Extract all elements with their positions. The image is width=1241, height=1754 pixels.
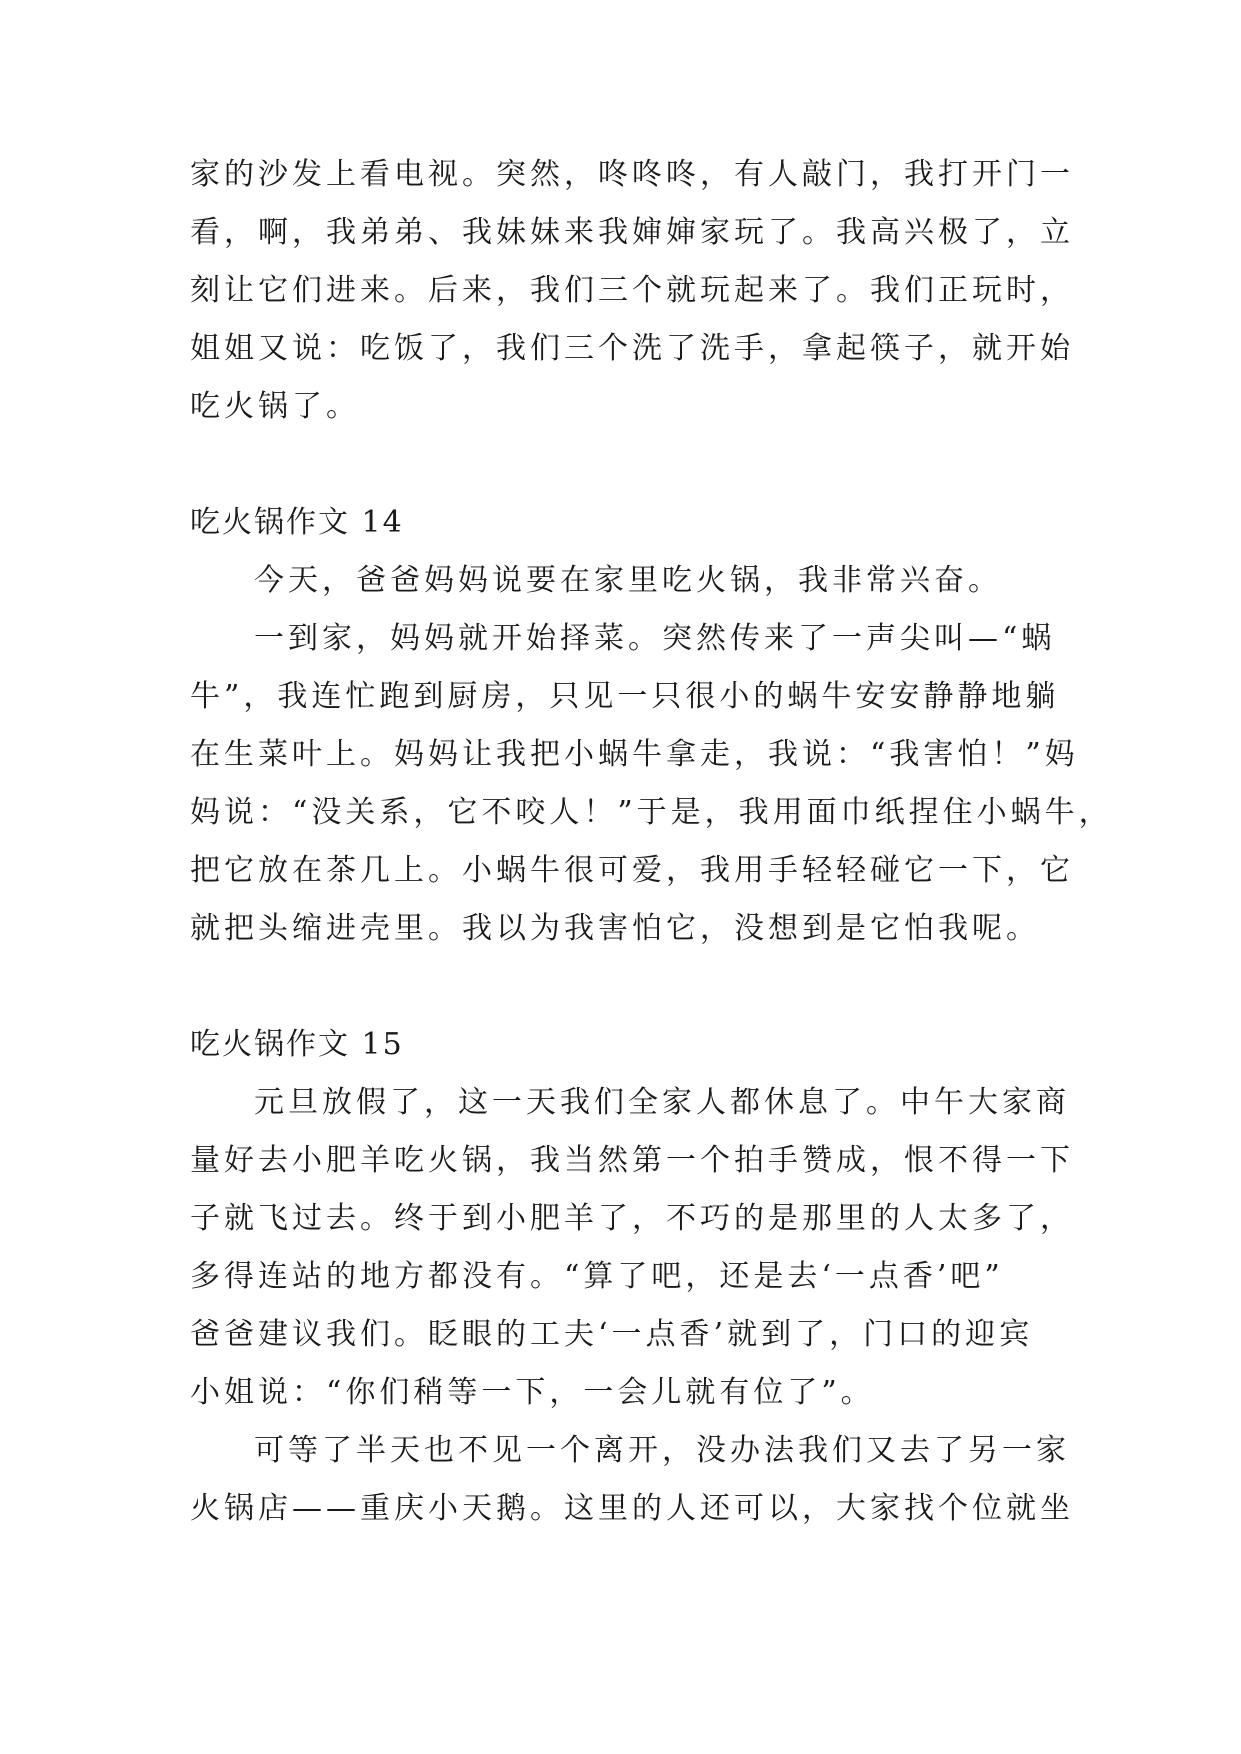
text-line: 吃火锅了。 [190, 389, 360, 424]
paragraph-13-tail [190, 146, 1074, 436]
text-line: 姐姐又说：吃饭了，我们三个洗了洗手，拿起筷子，就开始 [190, 331, 1074, 366]
text-line: 小姐说：“你们稍等一下，一会儿就有位了”。 [190, 1375, 875, 1410]
text-line: 把它放在茶几上。小蜗牛很可爱，我用手轻轻碰它一下，它 [190, 853, 1074, 888]
text-line: 今天，爸爸妈妈说要在家里吃火锅，我非常兴奋。 [254, 563, 1002, 598]
text-line: 家的沙发上看电视。突然，咚咚咚，有人敲门，我打开门一 [190, 157, 1074, 192]
text-line: 牛”，我连忙跑到厨房，只见一只很小的蜗牛安安静静地躺 [190, 679, 1060, 714]
text-line: 量好去小肥羊吃火锅，我当然第一个拍手赞成，恨不得一下 [190, 1143, 1074, 1178]
text-line: 妈说：“没关系，它不咬人！”于是，我用面巾纸捏住小蜗牛， [190, 795, 1113, 830]
essay-15-title: 吃火锅作文 15 [190, 1027, 404, 1062]
essay-14-title: 吃火锅作文 14 [190, 505, 404, 540]
text-line: 火锅店——重庆小天鹅。这里的人还可以，大家找个位就坐 [190, 1491, 1074, 1526]
text-line: 在生菜叶上。妈妈让我把小蜗牛拿走，我说：“我害怕！”妈 [190, 737, 1079, 772]
text-line: 就把头缩进壳里。我以为我害怕它，没想到是它怕我呢。 [190, 911, 1040, 946]
text-line: 刻让它们进来。后来，我们三个就玩起来了。我们正玩时， [190, 273, 1074, 308]
text-line: 看，啊，我弟弟、我妹妹来我婶婶家玩了。我高兴极了，立 [190, 215, 1074, 250]
text-line: 元旦放假了，这一天我们全家人都休息了。中午大家商 [254, 1085, 1070, 1120]
text-line: 一到家，妈妈就开始择菜。突然传来了一声尖叫—“蜗 [254, 621, 1056, 656]
text-line: 爸爸建议我们。眨眼的工夫‘一点香’就到了，门口的迎宾 [190, 1317, 1034, 1352]
section-gap [190, 436, 1070, 494]
text-line: 可等了半天也不见一个离开，没办法我们又去了另一家 [254, 1433, 1070, 1468]
text-line: 子就飞过去。终于到小肥羊了，不巧的是那里的人太多了， [190, 1201, 1074, 1236]
text-line: 多得连站的地方都没有。“算了吧，还是去‘一点香’吧” [190, 1259, 1004, 1294]
section-gap [190, 958, 1070, 1016]
essay-14 [190, 494, 1113, 958]
essay-15 [190, 1016, 1074, 1538]
document-page [190, 146, 1113, 1538]
